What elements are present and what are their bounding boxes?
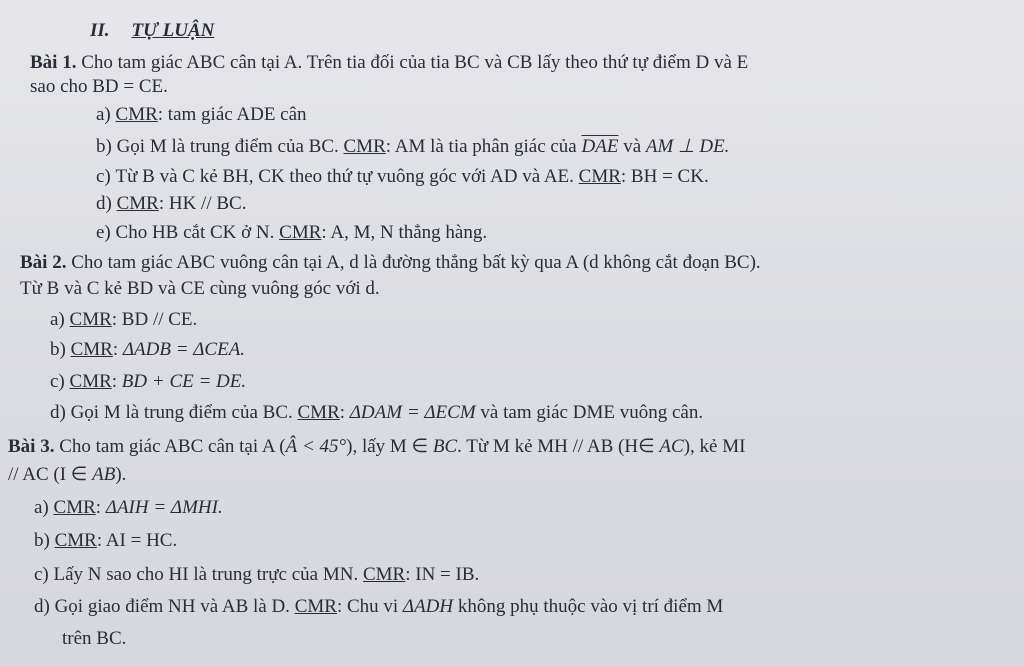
section-number: II. <box>90 20 110 41</box>
bai1-item-a: a) CMR: tam giác ADE cân <box>96 104 307 125</box>
bai3-item-d: d) Gọi giao điểm NH và AB là D. CMR: Chu vi ΔADH không phụ thuộc vào vị trí điểm M <box>34 596 724 617</box>
bai2-item-c: c) CMR: BD + CE = DE. <box>50 371 247 392</box>
bai2-item-d: d) Gọi M là trung điểm của BC. CMR: ΔDAM = ΔECM và tam giác DME vuông cân. <box>50 402 704 423</box>
bai1-item-b: b) Gọi M là trung điểm của BC. CMR: AM là tia phân giác của $\overline{DAE}$ và AM ⊥ DE. <box>96 136 730 157</box>
bai2-item-a: a) CMR: BD // CE. <box>50 309 198 330</box>
bai3-item-c: c) Lấy N sao cho HI là trung trực của MN. CMR: IN = IB. <box>34 564 480 585</box>
section-heading <box>90 20 214 42</box>
bai1-item-d: d) CMR: HK // BC. <box>96 193 247 214</box>
bai1-intro-line1 <box>30 52 748 74</box>
bai1-text1: Cho tam giác ABC cân tại A. Trên tia đối của tia BC và CB lấy theo thứ tự điểm D và E <box>81 52 749 73</box>
bai3-item-d-continued: trên BC. <box>62 628 127 649</box>
bai1-item-c: c) Từ B và C kẻ BH, CK theo thứ tự vuông góc với AD và AE. CMR: BH = CK. <box>96 166 709 187</box>
bai2-item-b: b) CMR: ΔADB = ΔCEA. <box>50 339 246 360</box>
bai1-item-e: e) Cho HB cắt CK ở N. CMR: A, M, N thẳng hàng. <box>96 222 488 243</box>
bai3-item-b: b) CMR: AI = HC. <box>34 530 178 551</box>
bai1-intro-line2: sao cho BD = CE. <box>30 76 168 97</box>
bai2-intro-line2: Từ B và C kẻ BD và CE cùng vuông góc với d. <box>20 278 380 299</box>
bai2-label: Bài 2. <box>20 252 67 273</box>
section-title: TỰ LUẬN <box>131 20 215 41</box>
bai2-intro-line1: Bài 2. Cho tam giác ABC vuông cân tại A, d là đường thẳng bất kỳ qua A (d không cắt đoạn BC). <box>20 252 761 273</box>
bai3-label: Bài 3. <box>8 436 55 457</box>
bai3-intro-line2: // AC (I ∈ AB). <box>8 464 127 485</box>
bai3-item-a: a) CMR: ΔAIH = ΔMHI. <box>34 497 223 518</box>
bai3-intro-line1: Bài 3. Cho tam giác ABC cân tại A (Â < 45°), lấy M ∈ BC. Từ M kẻ MH // AB (H∈ AC), kẻ MI <box>8 436 746 457</box>
bai1-label: Bài 1. <box>30 52 77 73</box>
angle-dae: $\overline{DAE}$ <box>581 136 619 157</box>
